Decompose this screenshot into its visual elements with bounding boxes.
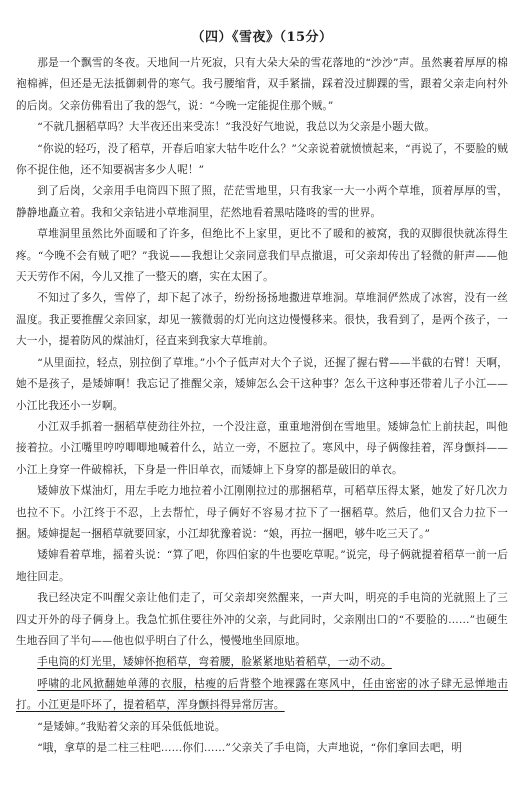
page-title: [16, 26, 508, 45]
underlined-paragraph: [16, 674, 508, 717]
paragraph: 小江双手抓着一捆稻草使劲往外拉，一个没注意，重重地滑倒在雪地里。矮婶急忙上前扶起，叫他接着拉。小江嘴里哼哼唧唧地喊着什么，站立一旁，不愿拉了。寒风中，母子俩像挂着，浑身颤抖——小江上身穿一件破棉袄，下身是一件旧单衣，而矮婶上下身穿的都是破旧的单衣。: [16, 420, 508, 476]
paragraph: 我已经决定不叫醒父亲让他们走了，可父亲却突然醒来，一声大叫，明亮的手电筒的光就照上了三四丈开外的母子俩身上。我急忙抓住要往外冲的父亲，与此同时，父亲刚出口的“不要脸的……”也硬生生地吞回了半句——他也似乎明白了什么，慢慢地坐回原地。: [16, 592, 508, 647]
underlined-text: 手电筒的灯光里，矮婶怀抱稻草，弯着腰，脸紧紧地贴着稻草，一动不动。: [37, 656, 392, 669]
paragraph: “你说的轻巧，没了稻草，开春后咱家大牯牛吃什么？”父亲说着就愤愤起来，“再说了，不要脸的贼你不捉住他，还不知要祸害多少人呢！”: [16, 142, 508, 177]
paragraph: 那是一个飘雪的冬夜。天地间一片死寂，只有大朵大朵的雪花落地的“沙沙”声。虽然裹着厚厚的棉袍棉裤，但还是无法抵御刺骨的寒气。我弓腰缩背，双手紧揣，踩着没过脚踝的雪，跟着父亲走向村外的后岗。父亲仿佛看出了我的怨气，说：“今晚一定能捉住那个贼。”: [16, 57, 508, 112]
paragraph: 不知过了多久，雪停了，却下起了冰子，纷纷扬扬地撒进草堆洞。草堆洞俨然成了冰窖，没有一丝温度。我正要推醒父亲回家，却见一簇微弱的灯光向这边慢慢移来。很快，我看到了，是两个孩子，一大一小，提着防风的煤油灯，径直来到我家大草堆前。: [16, 292, 508, 348]
paragraph: “是矮婶。”我贴着父亲的耳朵低低地说。: [37, 720, 226, 733]
title-text: （四）《雪夜》: [191, 30, 280, 45]
paragraph: 草堆洞里虽然比外面暖和了许多，但绝比不上家里，更比不了暖和的被窝，我的双脚很快就冻得生疼。“今晚不会有贼了吧？”我说——我想让父亲同意我们早点撤退，可父亲却传出了轻微的鼾声——他天天劳作不闲，今儿又推了一整天的磨，实在太困了。: [16, 228, 508, 284]
paragraph: “哦，拿草的是二柱三柱吧……你们……”父亲关了手电筒，大声地说，“你们拿回去吧，明: [37, 742, 463, 754]
score-label: （15分）: [279, 30, 333, 45]
underlined-text: 呼啸的北风掀翻她单薄的衣服，枯瘦的后背整个地裸露在寒风中，任由密密的冰子肆无忌惮地击打。小江更是吓坏了，提着稻草，浑身颤抖得异常厉害。: [16, 677, 508, 712]
paragraph: 到了后岗，父亲用手电筒四下照了照，茫茫雪地里，只有我家一大一小两个草堆，顶着厚厚的雪，静静地矗立着。我和父亲钻进小草堆洞里，茫然地看着黑咕隆咚的雪的世界。: [16, 185, 508, 219]
underlined-paragraph: [16, 652, 508, 673]
paragraph: “不就几捆稻草吗？大半夜还出来受冻！”我没好气地说，我总以为父亲是小题大做。: [37, 121, 436, 134]
paragraph: “从里面拉，轻点，别拉倒了草堆。”小个子低声对大个子说，还握了握右臂——半截的右臂！天啊，她不是孩子，是矮婶啊！我忘记了推醒父亲，矮婶怎么会干这种事？怎么干这种事还带着儿子小江——小江比我还小一岁啊。: [16, 356, 508, 412]
paragraph: 矮婶看着草堆，摇着头说：“算了吧，你四伯家的牛也要吃草呢。”说完，母子俩就提着稻草一前一后地往回走。: [16, 549, 508, 583]
paragraph: 矮婶放下煤油灯，用左手吃力地拉着小江刚刚拉过的那捆稻草，可稻草压得太紧，她发了好几次力也拉不下。小江终于不忍，上去帮忙，母子俩好不容易才拉下了一捆稻草。然后，他们又合力拉下一捆。矮婶提起一捆稻草就要回家，小江却犹豫着说：“娘，再拉一捆吧，够牛吃三天了。”: [16, 485, 508, 540]
